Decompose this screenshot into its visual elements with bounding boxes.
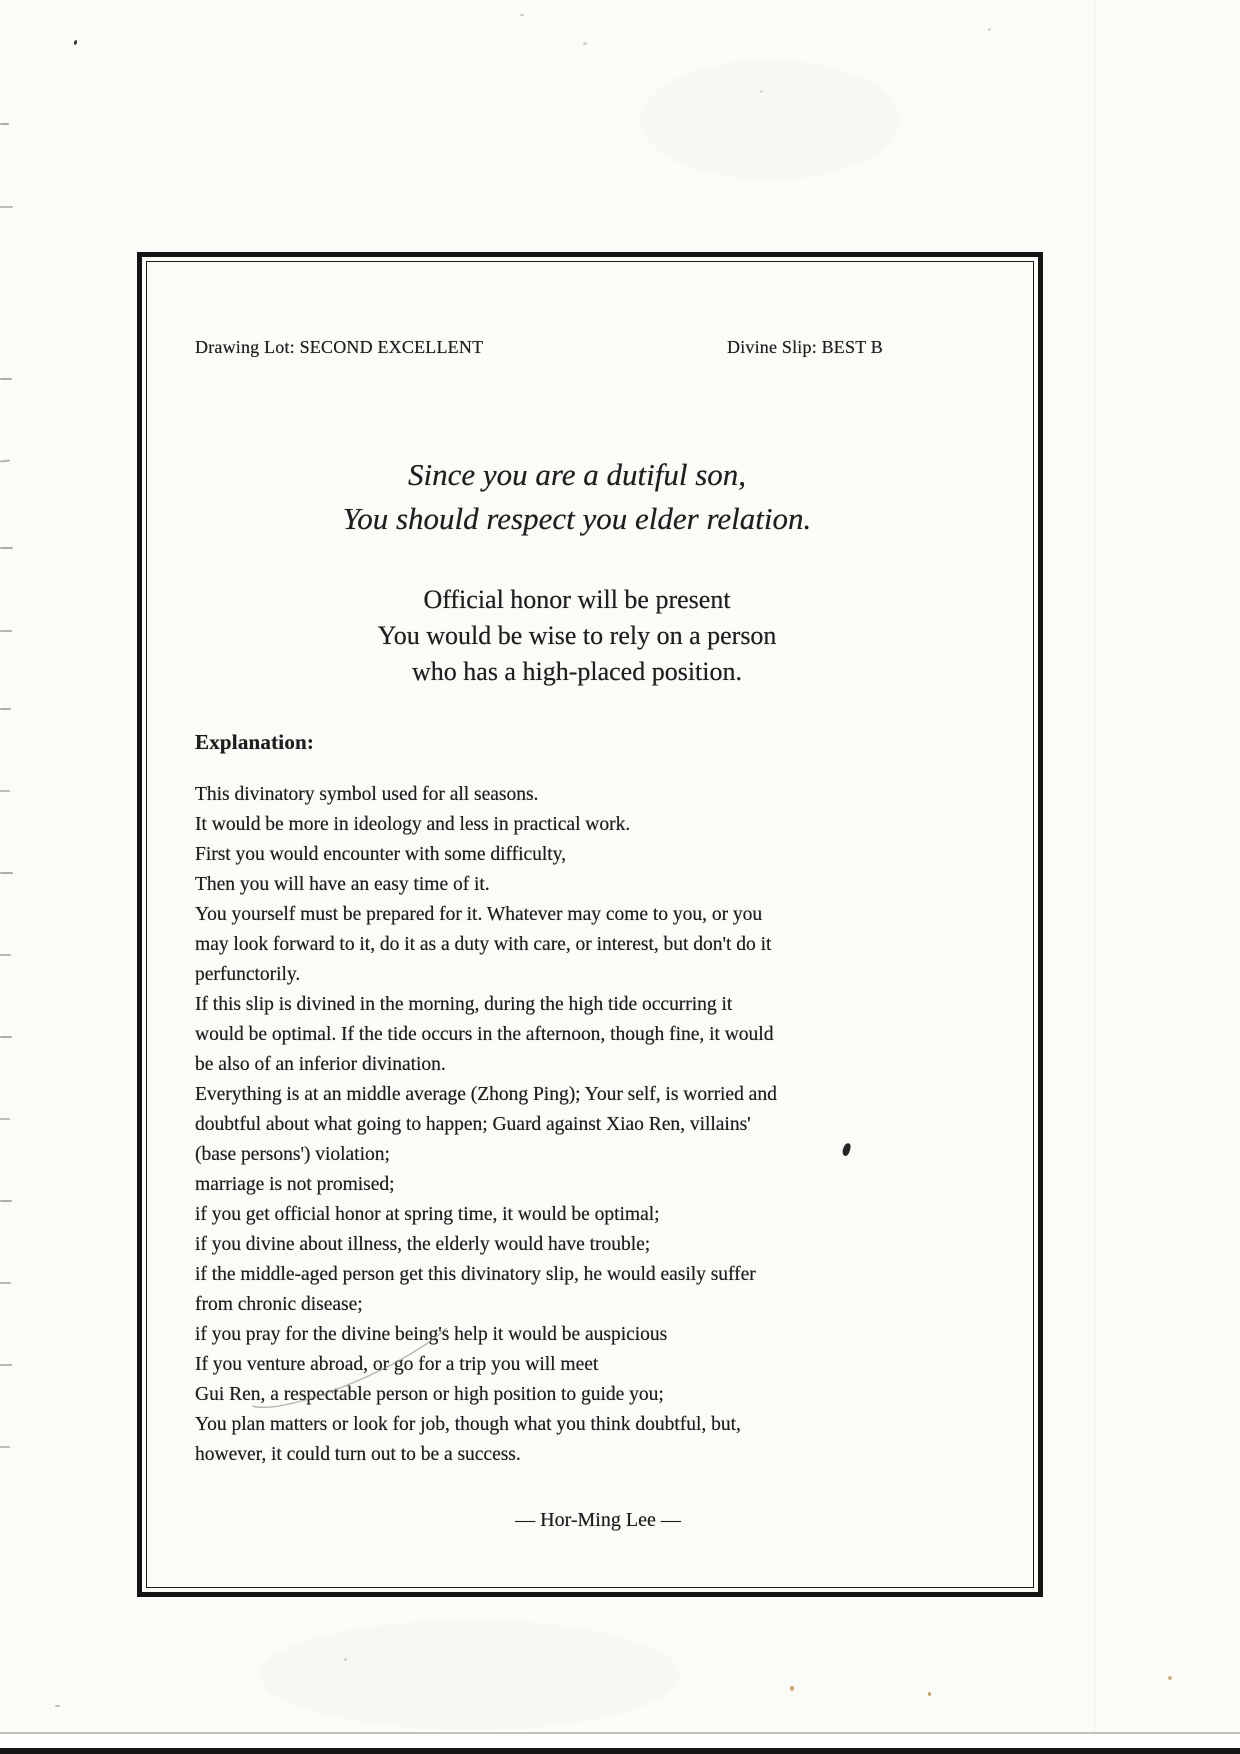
binding-mark	[0, 123, 9, 125]
binding-mark	[0, 630, 12, 632]
explanation-line: would be optimal. If the tide occurs in the afternoon, though fine, it would	[195, 1024, 774, 1045]
explanation-heading: Explanation:	[195, 730, 315, 754]
explanation-line: perfunctorily.	[195, 964, 301, 985]
explanation-line: Gui Ren, a respectable person or high position to guide you;	[195, 1384, 664, 1405]
explanation-line: If this slip is divined in the morning, during the high tide occurring it	[195, 994, 733, 1015]
divine-slip-label: Divine Slip: BEST B	[727, 337, 883, 357]
binding-mark	[0, 378, 12, 380]
explanation-line: however, it could turn out to be a success.	[195, 1444, 521, 1465]
paper-speck	[583, 42, 587, 45]
scanner-bed-strip	[0, 1748, 1240, 1754]
explanation-line: This divinatory symbol used for all seasons.	[195, 784, 539, 805]
attribution: — Hor-Ming Lee —	[515, 1509, 681, 1531]
explanation-line: doubtful about what going to happen; Guard against Xiao Ren, villains'	[195, 1114, 751, 1135]
explanation-line: marriage is not promised;	[195, 1174, 395, 1195]
paper-speck	[988, 28, 991, 31]
binding-mark	[0, 954, 11, 956]
verse-line: who has a high-placed position.	[412, 657, 742, 686]
explanation-line: from chronic disease;	[195, 1294, 363, 1315]
explanation-line: if you pray for the divine being's help it would be auspicious	[195, 1324, 668, 1345]
paper-blotch	[260, 1620, 680, 1730]
verse-block	[195, 582, 959, 690]
paper-speck	[55, 1705, 60, 1707]
poem-line: Since you are a dutiful son,	[407, 457, 747, 492]
binding-mark	[0, 872, 13, 874]
binding-mark	[0, 1364, 12, 1366]
explanation-line: It would be more in ideology and less in practical work.	[195, 814, 631, 835]
scan-edge-white-strip	[0, 1734, 1240, 1748]
binding-mark	[0, 1200, 12, 1202]
paper-speck	[928, 1692, 931, 1696]
paper-speck	[344, 1658, 347, 1661]
verse-line: Official honor will be present	[423, 585, 731, 614]
paper-speck	[73, 40, 77, 46]
poem-line: You should respect you elder relation.	[342, 501, 812, 536]
explanation-line: if the middle-aged person get this divinatory slip, he would easily suffer	[195, 1264, 756, 1285]
explanation-line: be also of an inferior divination.	[195, 1054, 446, 1075]
explanation-line: You yourself must be prepared for it. Whatever may come to you, or you	[195, 904, 763, 925]
explanation-line: If you venture abroad, or go for a trip you will meet	[195, 1354, 599, 1375]
binding-mark	[0, 1446, 10, 1448]
explanation-line: if you get official honor at spring time, it would be optimal;	[195, 1204, 660, 1225]
explanation-line: if you divine about illness, the elderly would have trouble;	[195, 1234, 651, 1255]
page-edge-shadow	[1094, 0, 1095, 1754]
paper-speck	[520, 14, 524, 16]
drawing-lot-label: Drawing Lot: SECOND EXCELLENT	[195, 337, 484, 357]
verse-line: You would be wise to rely on a person	[377, 621, 777, 650]
paper-speck	[790, 1686, 794, 1691]
explanation-line: You plan matters or look for job, though what you think doubtful, but,	[195, 1414, 741, 1435]
binding-mark	[0, 708, 11, 710]
explanation-body	[195, 780, 895, 1470]
binding-mark	[0, 1036, 12, 1038]
page-frame	[137, 252, 1043, 1597]
binding-mark	[0, 1118, 10, 1120]
binding-mark	[0, 459, 10, 462]
explanation-line: may look forward to it, do it as a duty with care, or interest, but don't do it	[195, 934, 772, 955]
paper-speck	[760, 90, 763, 93]
binding-mark	[0, 1282, 11, 1284]
explanation-line: First you would encounter with some difficulty,	[195, 844, 566, 865]
explanation-line: Everything is at an middle average (Zhong Ping); Your self, is worried and	[195, 1084, 777, 1105]
paper-blotch	[640, 60, 900, 180]
explanation-line: Then you will have an easy time of it.	[195, 874, 490, 895]
binding-mark	[0, 790, 10, 792]
poem-couplet	[195, 453, 959, 541]
binding-mark	[0, 206, 13, 208]
explanation-line: (base persons') violation;	[195, 1144, 390, 1165]
paper-speck	[1168, 1676, 1172, 1680]
binding-mark	[0, 547, 13, 549]
